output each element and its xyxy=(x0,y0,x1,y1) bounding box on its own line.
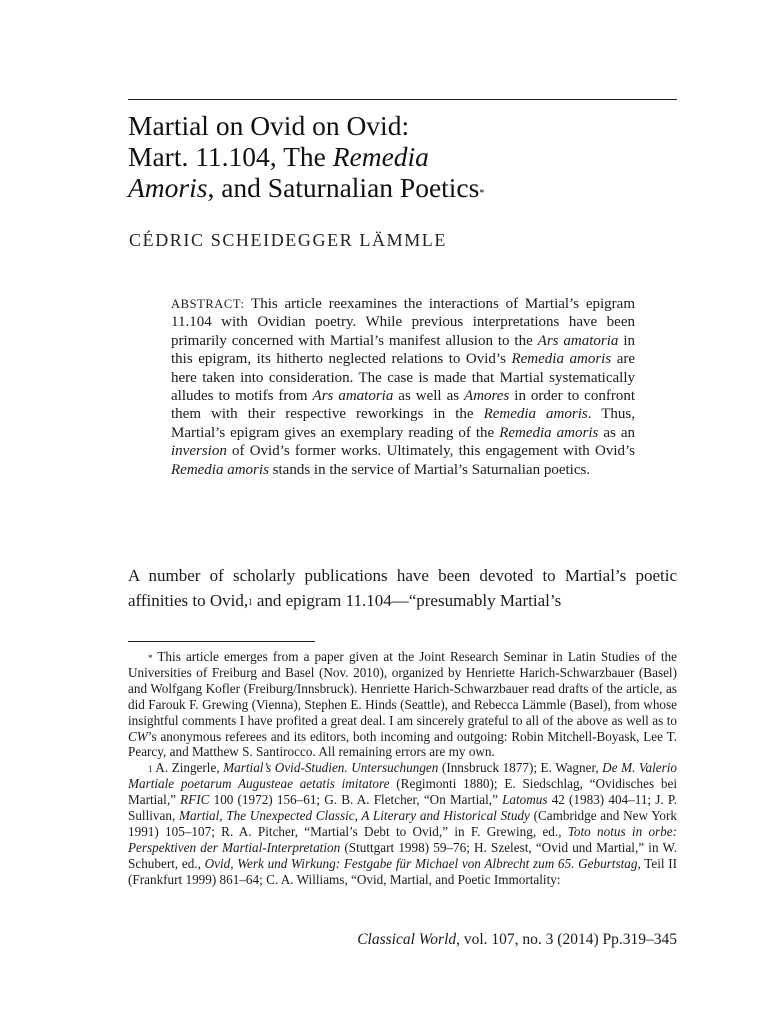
body-paragraph: A number of scholarly publications have been devoted to Martial’s poetic affinities to Ovid,$^1$ and epigram 11.104—“presumably Martial’s xyxy=(128,566,677,610)
title-line-1: Martial on Ovid on Ovid: xyxy=(128,110,410,141)
abstract-label: ABSTRACT: xyxy=(171,297,245,311)
abstract: ABSTRACT: This article reexamines the interactions of Martial’s epigram 11.104 with Ovidian poetry. While previous interpretations have been primarily concerned with Martial’s manifest allusion to the Ars amatoria in this epigram, its hitherto neglected relations to Ovid’s Remedia amoris are here taken into consideration. The case is made that Martial systematically alludes to motifs from Ars amatoria as well as Amores in order to confront them with their respective reworkings in the Remedia amoris. Thus, Martial’s epigram gives an exemplary reading of the Remedia amoris as an inversion of Ovid’s former works. Ultimately, this engagement with Ovid’s Remedia amoris stands in the service of Martial’s Saturnalian poetics. xyxy=(171,296,636,478)
footnote-1: $^1$ A. Zingerle, Martial’s Ovid-Studien. Untersuchungen (Innsbruck 1877); E. Wagner, De M. Valerio Martiale poetarum Augusteae aetatis imitatore (Regimonti 1880); E. Siedschlag, “Ovidisches bei Martial,” RFIC 100 (1972) 156–61; G. B. A. Fletcher, “On Martial,” Latomus 42 (1983) 404–11; J. P. Sullivan, Martial, The Unexpected Classic, A Literary and Historical Study (Cambridge and New York 1991) 105–107; R. A. Pitcher, “Martial’s Debt to Ovid,” in F. Grewing, ed., Toto notus in orbe: Perspektiven der Martial-Interpretation (Stuttgart 1998) 59–76; H. Szelest, “Ovid und Martial,” in W. Schubert, ed., Ovid, Werk und Wirkung: Festgabe für Michael von Albrecht zum 65. Geburtstag, Teil II (Frankfurt 1999) 861–64; C. A. Williams, “Ovid, Martial, and Poetic Immortality: xyxy=(128,760,678,887)
title-line-3: Amoris, and Saturnalian Poetics* xyxy=(128,172,485,203)
title-line-2: Mart. 11.104, The Remedia xyxy=(128,141,429,172)
author-name: CÉDRIC SCHEIDEGGER LÄMMLE xyxy=(129,230,447,250)
article-title xyxy=(128,110,677,203)
header-rule xyxy=(128,99,677,100)
footnotes xyxy=(128,649,677,888)
journal-citation: Classical World, vol. 107, no. 3 (2014) Pp.319–345 xyxy=(357,931,677,948)
footnote-rule xyxy=(128,641,315,642)
footnote-ref-1[interactable]: 1 xyxy=(248,597,253,607)
title-footnote-mark[interactable]: * xyxy=(479,188,485,199)
footnote-star: * This article emerges from a paper given at the Joint Research Seminar in Latin Studies of the Universities of Freiburg and Basel (Nov. 2010), organized by Henriette Harich-Schwarzbauer (Basel) and Wolfgang Kofler (Freiburg/Innsbruck). Henriette Harich-Schwarzbauer read drafts of the article, as did Farouk F. Grewing (Vienna), Stephen E. Hinds (Seattle), and Rebecca Lämmle (Basel), from whose insightful comments I have profited a great deal. I am sincerely grateful to all of the above as well as to CW’s anonymous referees and its editors, both incoming and outgoing: Robin Mitchell-Boyask, Lee T. Pearcy, and Matthew S. Santirocco. All remaining errors are my own. xyxy=(128,649,677,760)
